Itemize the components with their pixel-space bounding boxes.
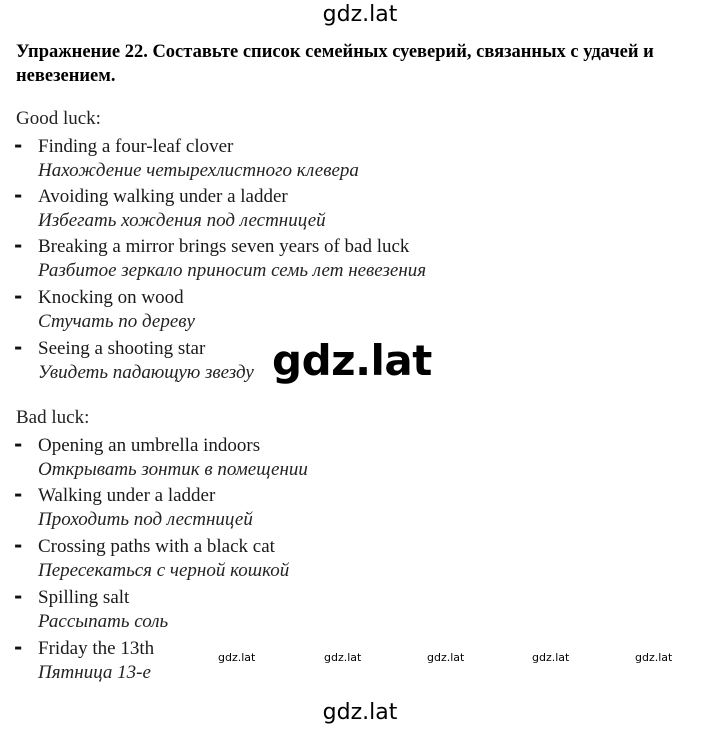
item-russian: Рассыпать соль [38, 611, 169, 632]
item-russian: Разбитое зеркало приносит семь лет невезения [38, 260, 427, 281]
good-luck-label: Good luck: [16, 108, 101, 129]
item-english: Friday the 13th [38, 638, 155, 659]
item-russian: Проходить под лестницей [38, 509, 253, 530]
dash-bullet: - [14, 584, 23, 608]
small-watermark: gdz.lat [532, 651, 570, 664]
bad-luck-label: Bad luck: [16, 407, 90, 428]
item-english: Knocking on wood [38, 287, 184, 308]
footer-watermark: gdz.lat [322, 700, 398, 725]
header-watermark: gdz.lat [322, 2, 398, 27]
item-russian: Пятница 13-е [38, 662, 151, 683]
dash-bullet: - [14, 533, 23, 557]
item-russian: Увидеть падающую звезду [38, 362, 254, 383]
item-english: Spilling salt [38, 587, 130, 608]
item-russian: Стучать по дереву [38, 311, 195, 332]
item-russian: Нахождение четырехлистного клевера [38, 160, 359, 181]
dash-bullet: - [14, 635, 23, 659]
item-english: Breaking a mirror brings seven years of bad luck [38, 236, 410, 257]
dash-bullet: - [14, 482, 23, 506]
small-watermark: gdz.lat [635, 651, 673, 664]
dash-bullet: - [14, 233, 23, 257]
item-english: Opening an umbrella indoors [38, 435, 261, 456]
dash-bullet: - [14, 183, 23, 207]
small-watermark: gdz.lat [218, 651, 256, 664]
item-english: Seeing a shooting star [38, 338, 206, 359]
item-russian: Открывать зонтик в помещении [38, 459, 308, 480]
small-watermark: gdz.lat [324, 651, 362, 664]
dash-bullet: - [14, 432, 23, 456]
dash-bullet: - [14, 133, 23, 157]
center-watermark: gdz.lat [272, 336, 432, 385]
dash-bullet: - [14, 335, 23, 359]
item-english: Crossing paths with a black cat [38, 536, 275, 557]
dash-bullet: - [14, 284, 23, 308]
item-russian: Избегать хождения под лестницей [38, 210, 326, 231]
item-russian: Пересекаться с черной кошкой [38, 560, 290, 581]
small-watermark: gdz.lat [427, 651, 465, 664]
item-english: Avoiding walking under a ladder [38, 186, 288, 207]
item-english: Finding a four-leaf clover [38, 136, 234, 157]
exercise-title: Упражнение 22. Составьте список семейных суеверий, связанных с удачей и невезением. [16, 42, 654, 86]
item-english: Walking under a ladder [38, 485, 216, 506]
